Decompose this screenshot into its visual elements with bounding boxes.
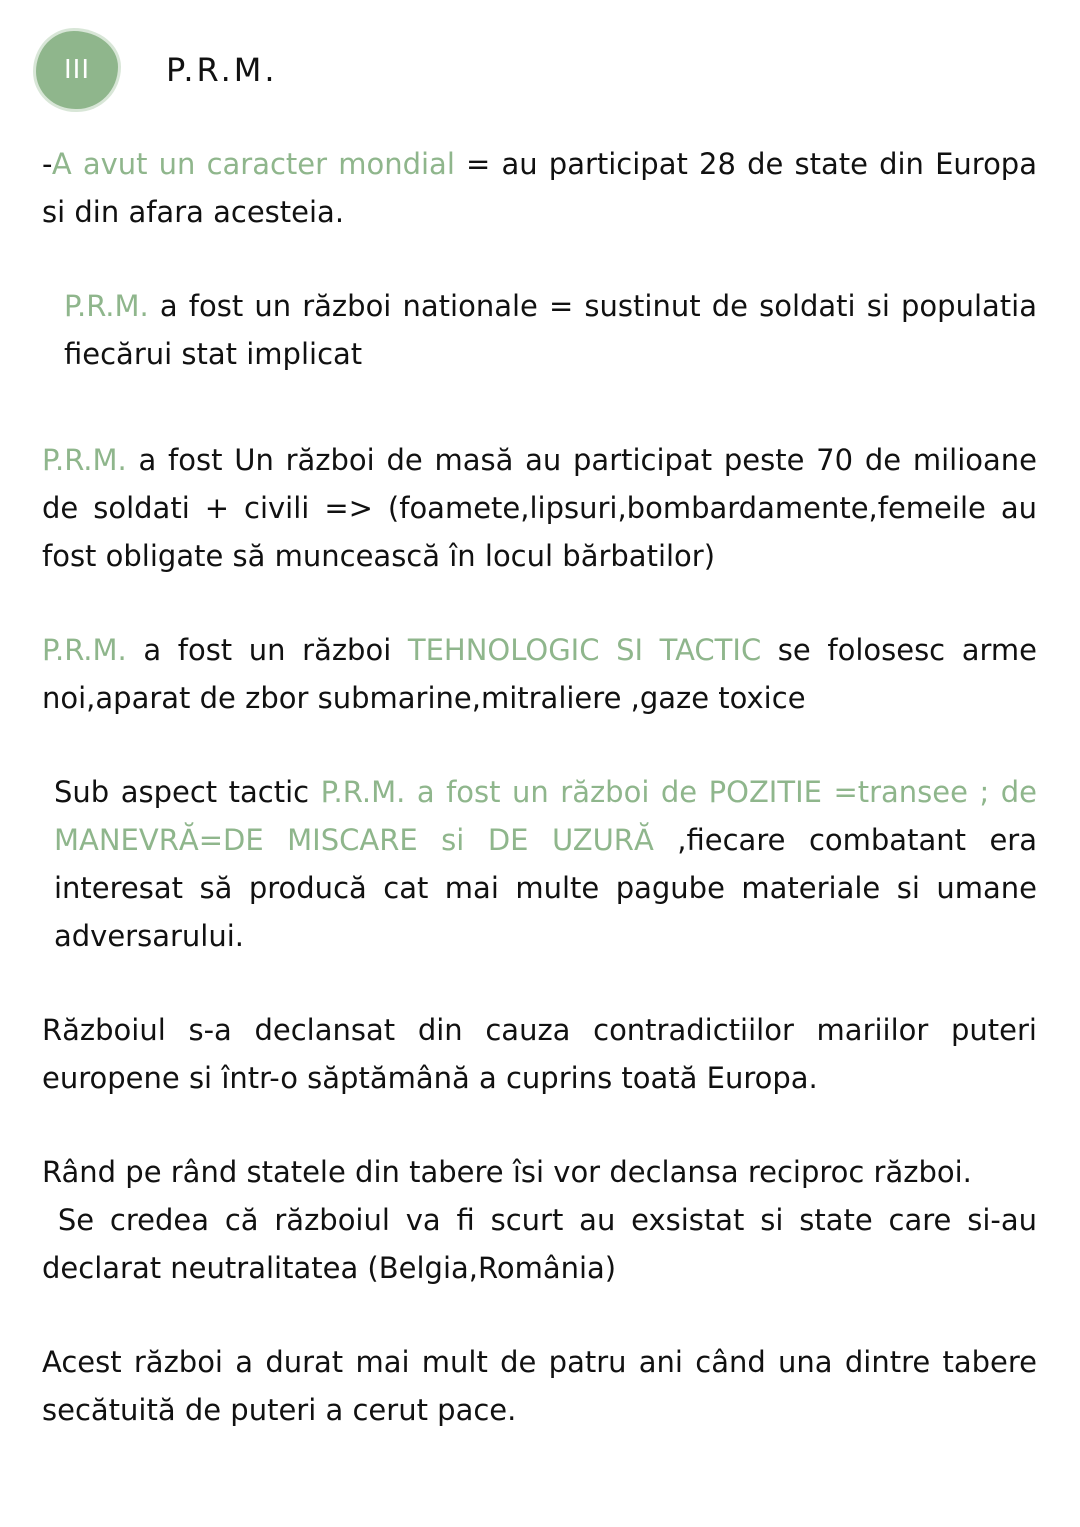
highlight-segment: P.R.M. <box>42 633 127 667</box>
text-segment: Sub aspect tactic <box>54 775 321 809</box>
highlight-segment: A avut un caracter mondial <box>51 147 455 181</box>
paragraph-razboi-de-masa <box>42 436 1047 580</box>
text-segment: Războiul s-a declansat din cauza contradictiilor mariilor puteri europene si într-o săptămână a cuprins toată Europa. <box>42 1013 1047 1095</box>
text-segment: a fost un război <box>126 633 408 667</box>
section-number: III <box>63 55 90 85</box>
text-segment: Acest război a durat mai mult de patru ani când una dintre tabere secătuită de puteri a cerut pace. <box>42 1345 1047 1427</box>
text-segment: a fost un război nationale = sustinut de soldati si populatia fiecărui stat implicat <box>64 289 1047 371</box>
highlight-segment: P.R.M. <box>42 443 127 477</box>
paragraph-aspect-tactic <box>42 768 1047 960</box>
highlight-segment: P.R.M. <box>64 289 149 323</box>
text-segment: = au participat 28 de state din Europa si din afara acesteia. <box>42 147 1047 229</box>
paragraph-declansare <box>42 1006 1047 1102</box>
text-segment: ,fiecare combatant era interesat să producă cat mai multe pagube materiale si umane adversarului. <box>54 823 1047 953</box>
document-body <box>42 140 1047 1434</box>
page-title: P.R.M. <box>166 51 278 89</box>
paragraph-durata <box>42 1338 1047 1434</box>
text-segment: se folosesc arme noi,aparat de zbor submarine,mitraliere ,gaze toxice <box>42 633 1047 715</box>
paragraph-caracter-mondial <box>42 140 1047 236</box>
paragraph-tehnologic-tactic <box>42 626 1047 722</box>
header <box>36 30 278 110</box>
paragraph-tabere <box>42 1148 1037 1292</box>
paragraph-razboi-national <box>42 282 1047 378</box>
highlight-segment: TEHNOLOGIC SI TACTIC <box>407 633 762 667</box>
section-number-badge <box>36 31 118 109</box>
text-segment: a fost Un război de masă au participat peste 70 de milioane de soldati + civili => (foamete,lipsuri,bombardamente,femeile au fost obligate să muncească în locul bărbatilor) <box>42 443 1047 573</box>
text-segment: Rând pe rând statele din tabere îsi vor declansa reciproc război. <box>42 1155 972 1189</box>
text-segment: Se credea că războiul va fi scurt au exsistat si state care si-au declarat neutralitatea (Belgia,România) <box>42 1203 1037 1285</box>
text-segment: - <box>42 147 52 181</box>
highlight-segment: P.R.M. a fost un război de POZITIE =transee ; de MANEVRĂ=DE MISCARE si DE UZURĂ <box>54 775 1047 857</box>
